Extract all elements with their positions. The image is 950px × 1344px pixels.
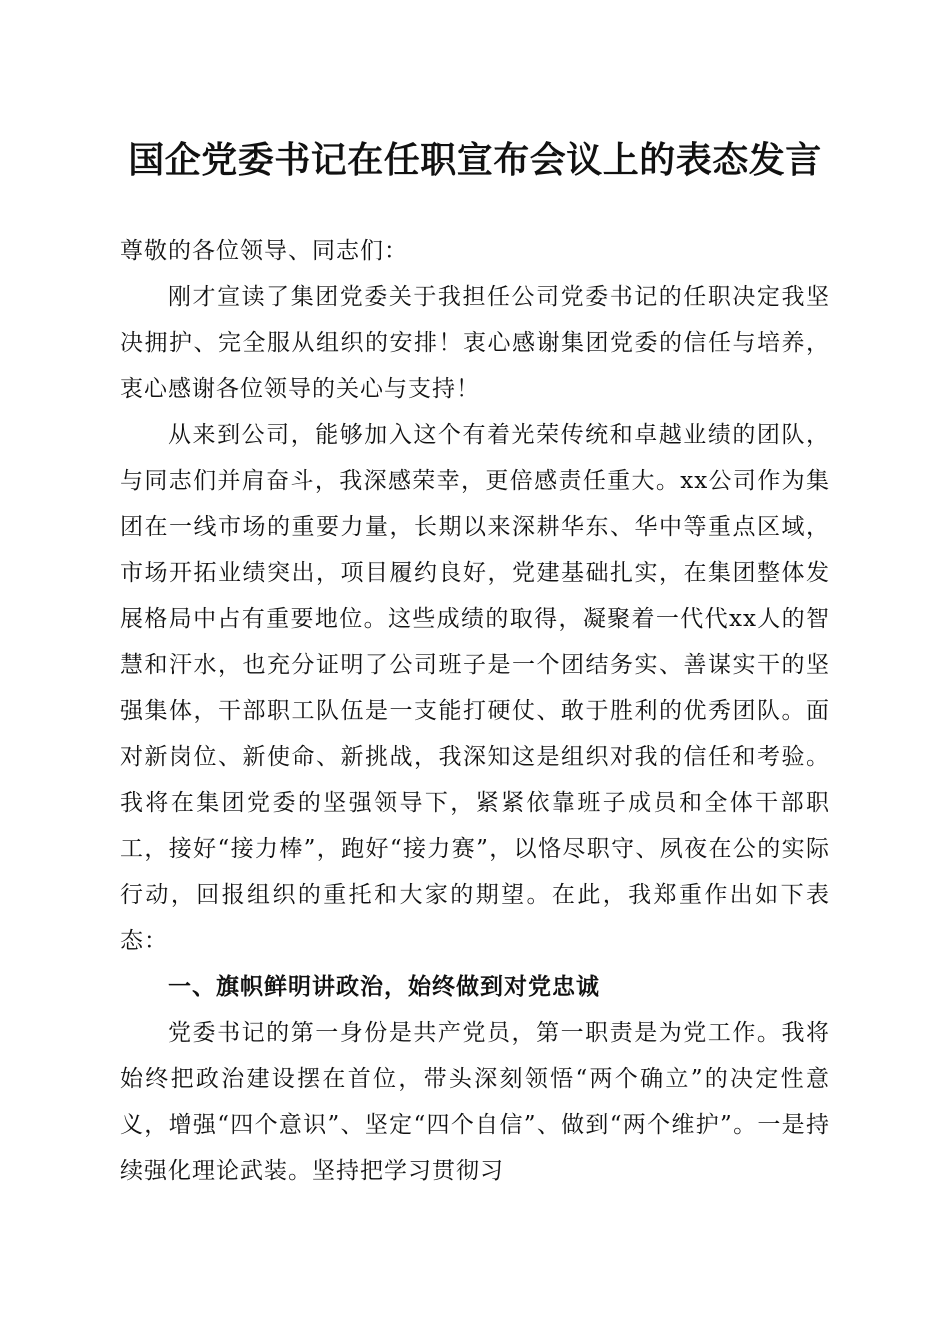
paragraph-1: 刚才宣读了集团党委关于我担任公司党委书记的任职决定我坚决拥护、完全服从组织的安排！衷心感谢集团党委的信任与培养，衷心感谢各位领导的关心与支持！	[120, 284, 830, 402]
salutation: 尊敬的各位领导、同志们：	[120, 238, 408, 264]
section-paragraph: 党委书记的第一身份是共产党员，第一职责是为党工作。我将始终把政治建设摆在首位，带头深刻领悟“两个确立”的决定性意义，增强“四个意识”、坚定“四个自信”、做到“两个维护”。一是持续强化理论武装。坚持把学习贯彻习	[120, 1020, 830, 1184]
document-body	[120, 228, 830, 1194]
paragraph-2: 从来到公司，能够加入这个有着光荣传统和卓越业绩的团队，与同志们并肩奋斗，我深感荣幸，更倍感责任重大。xx公司作为集团在一线市场的重要力量，长期以来深耕华东、华中等重点区域，市场开拓业绩突出，项目履约良好，党建基础扎实，在集团整体发展格局中占有重要地位。这些成绩的取得，凝聚着一代代xx人的智慧和汗水，也充分证明了公司班子是一个团结务实、善谋实干的坚强集体，干部职工队伍是一支能打硬仗、敢于胜利的优秀团队。面对新岗位、新使命、新挑战，我深知这是组织对我的信任和考验。我将在集团党委的坚强领导下，紧紧依靠班子成员和全体干部职工，接好“接力棒”，跑好“接力赛”，以恪尽职守、夙夜在公的实际行动，回报组织的重托和大家的期望。在此，我郑重作出如下表态：	[120, 422, 830, 954]
section-heading: 一、旗帜鲜明讲政治，始终做到对党忠诚	[168, 974, 600, 1000]
document-title: 国企党委书记在任职宣布会议上的表态发言	[128, 139, 822, 181]
